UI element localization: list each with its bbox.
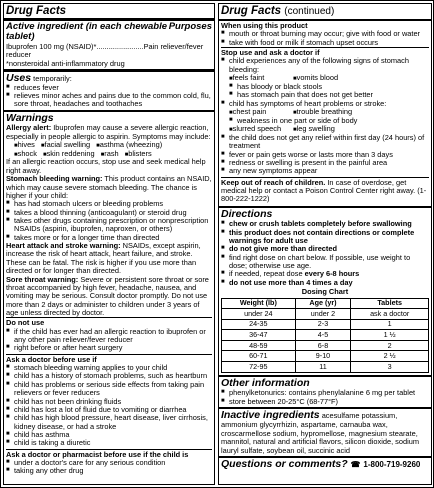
- warnings-heading: Warnings: [6, 112, 54, 125]
- allergy-alert-text: Ibuprofen may cause a severe allergic reaction, especially in people allergic to aspirin. Symptoms may include:: [6, 123, 211, 141]
- bleeding-sign: ■ vomits blood: [293, 74, 338, 83]
- phone-icon: ☎: [350, 460, 361, 470]
- other-information-heading: Other information: [221, 377, 310, 390]
- drug-facts-continued-title: [221, 5, 429, 18]
- questions-heading: Questions or comments?: [221, 458, 348, 471]
- ask-doctor-heading: Ask a doctor before use if: [6, 354, 97, 364]
- symptom-item: ■ skin reddening: [43, 150, 95, 159]
- ask-doctor-item: ■ child has lost a lot of fluid due to vomiting or diarrhea: [6, 406, 212, 414]
- active-ingredient-purpose: Pain reliever/fever reducer: [6, 42, 204, 60]
- uses-heading: Uses: [6, 71, 32, 84]
- directions-heading: Directions: [221, 208, 273, 221]
- symptom-item: ■ facial swelling: [41, 141, 90, 150]
- uses-intro: temporarily:: [33, 73, 72, 83]
- symptom-item: ■ rash: [101, 150, 119, 159]
- inactive-ingredients-section: [221, 410, 429, 454]
- stomach-item: ■ takes a blood thinning (anticoagulant) or steroid drug: [6, 209, 212, 217]
- other-information-section: [221, 378, 429, 406]
- use-item: ■ reduces fever: [6, 84, 212, 92]
- dosing-header-row: [222, 298, 429, 309]
- table-cell: under 24: [222, 309, 296, 320]
- other-information-item: ■ phenylketonurics: contains phenylalanine 6 mg per tablet: [221, 389, 429, 397]
- ask-pharmacist-item: ■ taking any other drug: [6, 467, 212, 475]
- purposes-heading: Purposes: [168, 20, 212, 32]
- stop-use-item: ■ redness or swelling is present in the painful area: [221, 159, 429, 167]
- allergy-after-text: If an allergic reaction occurs, stop use and seek medical help right away.: [6, 157, 206, 175]
- table-row: [222, 351, 429, 362]
- do-not-use-heading: Do not use: [6, 318, 45, 328]
- symptom-item: ■ shock: [14, 150, 37, 159]
- left-panel: [3, 3, 215, 485]
- stop-use-item: ■ fever or pain gets worse or lasts more than 3 days: [221, 151, 429, 159]
- bleeding-sign: ■ has bloody or black stools: [229, 83, 429, 91]
- stomach-warning-label: Stomach bleeding warning:: [6, 174, 103, 184]
- ask-doctor-item: ■ child has asthma: [6, 431, 212, 439]
- heart-sign: ■ trouble breathing: [293, 108, 352, 117]
- heart-warning-text: NSAIDs, except aspirin, increase the risk of heart attack, heart failure, and stroke. These can be fatal. The risk is higher if you use more than directed or for longer than directed.: [6, 241, 201, 276]
- questions-section: [221, 459, 429, 471]
- ask-pharmacist-item: ■ under a doctor's care for any serious condition: [6, 459, 212, 467]
- direction-item: ■ if needed, repeat dose every 6-8 hours: [221, 270, 429, 278]
- when-using-item: ■ mouth or throat burning may occur; give with food or water: [221, 30, 429, 38]
- right-panel: [218, 3, 432, 485]
- stop-use-item: ■ the child does not get any relief within first day (24 hours) of treatment: [221, 134, 429, 151]
- table-cell: 48-59: [222, 340, 296, 351]
- inactive-ingredients-text: acesulfame potassium, ammonium glycyrrhizin, aspartame, carnauba wax, croscarmellose sodium, hypromellose, magnesium stearate, mannitol, natural and artificial flavors, silicon dioxide, sodium lauryl sulfate, soybean oil, succinic acid: [221, 411, 419, 455]
- table-cell: 3: [351, 362, 429, 373]
- table-cell: 2 ½: [351, 351, 429, 362]
- table-row: [222, 330, 429, 341]
- table-cell: 9-10: [295, 351, 351, 362]
- direction-item: ■ chew or crush tablets completely before swallowing: [221, 220, 429, 228]
- dosing-chart: [221, 298, 429, 373]
- symptom-item: ■ asthma (wheezing): [96, 141, 162, 150]
- table-row: [222, 340, 429, 351]
- column-header: Age (yr): [295, 298, 351, 309]
- ask-doctor-item: ■ child has a history of stomach problems, such as heartburn: [6, 372, 212, 380]
- dosing-chart-title: Dosing Chart: [301, 287, 349, 297]
- table-cell: ask a doctor: [351, 309, 429, 320]
- when-using-item: ■ take with food or milk if stomach upset occurs: [221, 39, 429, 47]
- ask-doctor-item: ■ child has not been drinking fluids: [6, 398, 212, 406]
- symptom-item: ■ hives: [14, 141, 35, 150]
- table-row: [222, 309, 429, 320]
- warnings-section: [6, 113, 212, 317]
- questions-phone: 1-800-719-9260: [363, 460, 421, 470]
- allergy-alert-label: Allergy alert:: [6, 123, 52, 133]
- do-not-use-section: [6, 317, 212, 353]
- bleeding-sign: ■ has stomach pain that does not get better: [229, 91, 429, 99]
- symptom-item: ■ blisters: [125, 150, 152, 159]
- when-using-heading: When using this product: [221, 21, 308, 30]
- bleeding-sign: ■ feels faint: [229, 74, 287, 83]
- stomach-item: ■ takes other drugs containing prescription or nonprescription NSAIDs (aspirin, ibuprofen, naproxen, or others): [6, 217, 212, 234]
- table-cell: 11: [295, 362, 351, 373]
- ask-doctor-section: [6, 354, 212, 449]
- ask-pharmacist-section: [6, 449, 212, 477]
- table-cell: 60-71: [222, 351, 296, 362]
- active-ingredient-header: [6, 22, 212, 43]
- active-ingredient-dots: .......................: [96, 42, 144, 52]
- directions-section: [221, 209, 429, 372]
- heart-warning-label: Heart attack and stroke warning:: [6, 241, 121, 251]
- active-ingredient-line: [6, 43, 212, 60]
- table-row: [222, 319, 429, 330]
- table-cell: under 2: [295, 309, 351, 320]
- sore-throat-text: Severe or persistent sore throat or sore throat accompanied by high fever, headache, nausea, and vomiting may be serious. Consult doctor promptly. Do not use more than 2 days or administer to children under 3 years of age unless directed by doctor.: [6, 274, 209, 317]
- table-cell: 36-47: [222, 330, 296, 341]
- heart-sign: ■ chest pain: [229, 108, 287, 117]
- do-not-use-item: ■ right before or after heart surgery: [6, 344, 212, 352]
- table-cell: 72-95: [222, 362, 296, 373]
- table-cell: 1 ½: [351, 330, 429, 341]
- direction-item: ■ do not use more than 4 times a day: [221, 279, 429, 287]
- column-header: Tablets: [351, 298, 429, 309]
- stop-use-section: [221, 47, 429, 177]
- other-information-item: ■ store between 20-25°C (68-77°F): [221, 398, 429, 406]
- use-item: ■ relieves minor aches and pains due to the common cold, flu, sore throat, headaches and toothaches: [6, 92, 212, 109]
- heart-sign: ■ leg swelling: [293, 125, 335, 134]
- active-ingredient-heading: Active ingredient (in each chewable tablet): [6, 20, 168, 43]
- direction-item: ■ do not give more than directed: [221, 245, 429, 253]
- heart-sign: ■ weakness in one part or side of body: [229, 117, 429, 125]
- keep-out-label: Keep out of reach of children.: [221, 177, 326, 187]
- heart-sign: ■ slurred speech: [229, 125, 287, 134]
- nsaid-footnote: *nonsteroidal anti-inflammatory drug: [6, 58, 125, 68]
- stomach-item: ■ has had stomach ulcers or bleeding problems: [6, 200, 212, 208]
- heavy-rule: [4, 69, 214, 72]
- keep-out-section: [221, 177, 429, 205]
- ask-doctor-item: ■ child has problems or serious side effects from taking pain relievers or fever reducers: [6, 381, 212, 398]
- ask-doctor-item: ■ child has high blood pressure, heart disease, liver cirrhosis, kidney disease, or had a stroke: [6, 414, 212, 431]
- stop-use-item: ■ child has symptoms of heart problems or stroke:: [221, 100, 429, 108]
- uses-section: [6, 73, 212, 109]
- stop-use-item: ■ any new symptoms appear: [221, 167, 429, 175]
- inactive-ingredients-heading: Inactive ingredients: [221, 409, 320, 422]
- table-cell: 4-5: [295, 330, 351, 341]
- stomach-item: ■ takes more or for a longer time than directed: [6, 234, 212, 242]
- direction-item: ■ find right dose on chart below. If possible, use weight to dose; otherwise use age.: [221, 254, 429, 271]
- do-not-use-item: ■ if the child has ever had an allergic reaction to ibuprofen or any other pain reliever/fever reducer: [6, 328, 212, 345]
- drug-facts-title: Drug Facts: [221, 5, 282, 17]
- table-cell: 2-3: [295, 319, 351, 330]
- table-cell: 2: [351, 340, 429, 351]
- when-using-section: [221, 22, 429, 47]
- stop-use-heading: Stop use and ask a doctor if: [221, 48, 320, 58]
- active-ingredient-name: Ibuprofen 100 mg (NSAID)*: [6, 42, 97, 52]
- sore-throat-label: Sore throat warning:: [6, 274, 79, 284]
- stop-use-item: ■ child experiences any of the following signs of stomach bleeding:: [221, 57, 429, 74]
- keep-out-text: In case of overdose, get medical help or contact a Poison Control Center right away. (1-800-222-1222): [221, 177, 427, 204]
- column-header: Weight (lb): [222, 298, 296, 309]
- direction-item: ■ this product does not contain directions or complete warnings for adult use: [221, 229, 429, 246]
- ask-pharmacist-heading: Ask a doctor or pharmacist before use if the child is: [6, 449, 189, 459]
- table-cell: 24-35: [222, 319, 296, 330]
- ask-doctor-item: ■ child is taking a diuretic: [6, 439, 212, 447]
- stomach-warning-text: This product contains an NSAID, which may cause severe stomach bleeding. The chance is higher if your child:: [6, 174, 212, 200]
- table-row: [222, 362, 429, 373]
- table-cell: 6-8: [295, 340, 351, 351]
- drug-facts-title: Drug Facts: [6, 5, 67, 17]
- ask-doctor-item: ■ stomach bleeding warning applies to your child: [6, 364, 212, 372]
- table-cell: 1: [351, 319, 429, 330]
- continued-label: (continued): [284, 6, 335, 17]
